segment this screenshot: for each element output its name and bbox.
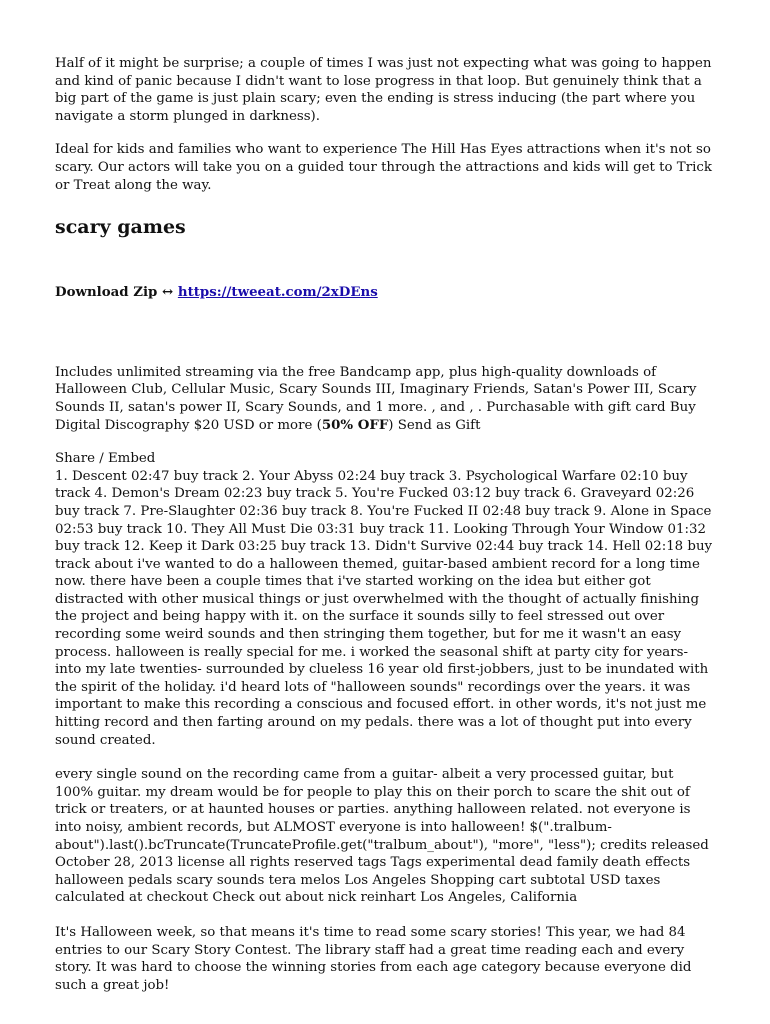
includes-paragraph	[55, 364, 715, 434]
download-link[interactable]: https://tweeat.com/2xDEns	[177, 284, 378, 301]
share-embed-label: Share / Embed	[55, 451, 156, 467]
tracks-text: 1. Descent 02:47 buy track 2. Your Abyss 02:24 buy track 3. Psychological Warfare 02:10 buy track 4. Demon's Dream 02:23 buy track 5. You're Fucked 03:12 buy track 6. Graveyard 02:26 buy track 7. Pre-Slaughter 02:36 buy track 8. You're Fucked II 02:48 buy track 9. Alone in Space 02:53 buy track 10. They All Must Die 03:31 buy track 11. Looking Through Your Window 01:32 buy track 12. Keep it Dark 03:25 buy track 13. Didn't Survive 02:44 buy track 14. Hell 02:18 buy track about i've wanted to do a halloween themed, guitar-based ambient record for a long time now. there have been a couple times that i've started working on the idea but either got distracted with other musical things or just overwhelmed with the thought of actually finishing the project and being happy with it. on the surface it sounds silly to feel stressed out over recording some weird sounds and then stringing them together, but for me it wasn't an easy process. halloween is really special for me. i worked the seasonal shift at party city for years- into my late twenties- surrounded by clueless 16 year old first-jobbers, just to be inundated with the spirit of the holiday. i'd heard lots of "halloween sounds" recordings over the years. it was important to make this recording a conscious and focused effort. in other words, it's not just me hitting record and then farting around on my pedals. there was a lot of thought put into every sound created.	[55, 468, 713, 748]
guitar-paragraph: every single sound on the recording came from a guitar- albeit a very processed guitar, but 100% guitar. my dream would be for people to play this on their porch to scare the shit out of trick or treaters, or at haunted houses or parties. anything halloween related. not everyone is into noisy, ambient records, but ALMOST everyone is into halloween! $(".tralbum-about").last().bcTruncate(TruncateProfile.get("tralbum_about"), "more", "less"); credits released October 28, 2013 license all rights reserved tags Tags experimental dead family death effects halloween pedals scary sounds tera melos Los Angeles Shopping cart subtotal USD taxes calculated at checkout Check out about nick reinhart Los Angeles, California	[55, 767, 709, 906]
intro-paragraph: Half of it might be surprise; a couple of times I was just not expecting what was going to happen and kind of panic because I didn't want to lose progress in that loop. But genuinely think that a big part of the game is just plain scary; even the ending is stress inducing (the part where you navigate a storm plunged in darkness).	[55, 56, 712, 124]
download-label: Download Zip ↔	[55, 284, 178, 301]
discount-badge: 50% OFF	[321, 416, 389, 433]
families-paragraph: Ideal for kids and families who want to experience The Hill Has Eyes attractions when it's not so scary. Our actors will take you on a guided tour through the attractions and kids will get to Trick or Treat along the way.	[55, 142, 712, 193]
includes-tail: ) Send as Gift	[388, 417, 481, 433]
article-body	[55, 55, 715, 994]
tracks-paragraph	[55, 450, 715, 749]
includes-text: Includes unlimited streaming via the free Bandcamp app, plus high-quality downloads of Halloween Club, Cellular Music, Scary Sounds III, Imaginary Friends, Satan's Power III, Scary Sounds II, satan's power II, Scary Sounds, and 1 more. , and , . Purchasable with gift card Buy Digital Discography $20 USD or more (	[55, 364, 697, 433]
halloween-paragraph: It's Halloween week, so that means it's time to read some scary stories! This year, we had 84 entries to our Scary Story Contest. The library staff had a great time reading each and every story. It was hard to choose the winning stories from each age category because everyone did such a great job!	[55, 924, 692, 993]
download-line	[55, 284, 715, 302]
section-heading: scary games	[55, 216, 186, 239]
